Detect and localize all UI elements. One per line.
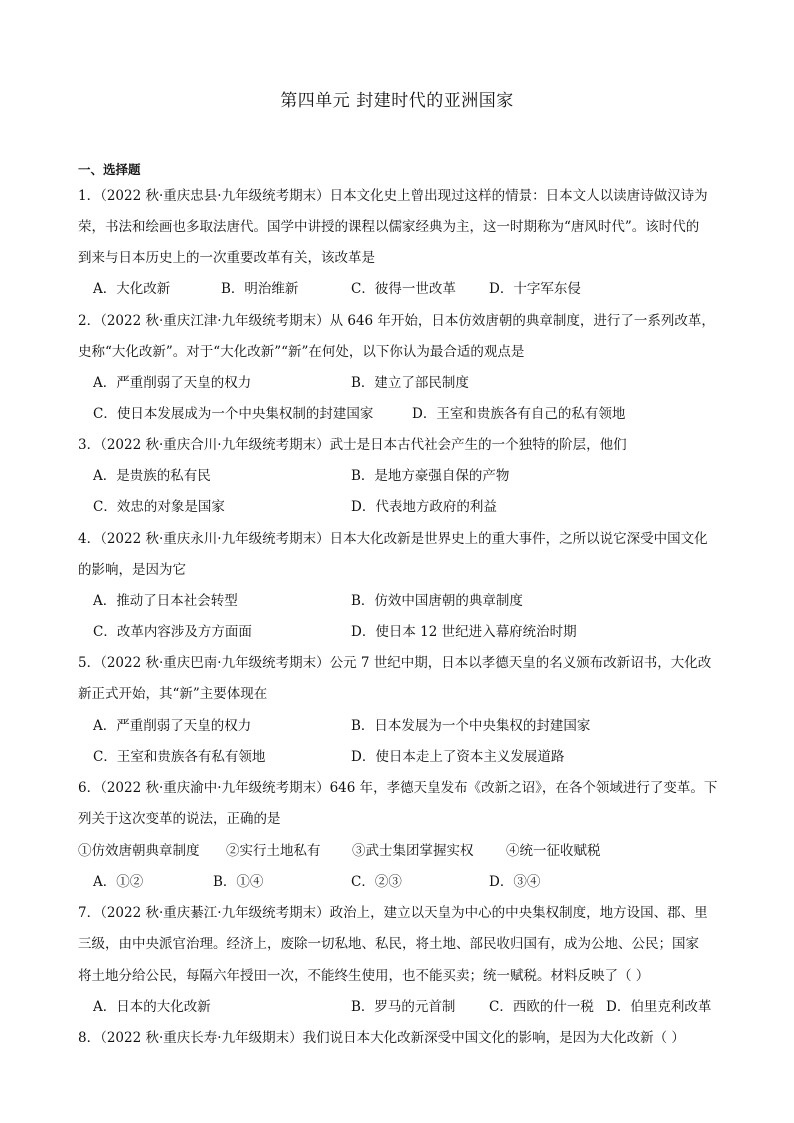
question-4-option-c: C．改革内容涉及方方面面 <box>93 624 252 640</box>
question-1-line-2: 荣，书法和绘画也多取法唐代。国学中讲授的课程以儒家经典为主，这一时期称为“唐风时代”。该时代的 <box>78 219 700 235</box>
question-1-option-c: C．彼得一世改革 <box>351 281 456 297</box>
question-6-item-2: ②实行土地私有 <box>226 843 321 859</box>
question-6-option-c: C．②③ <box>351 874 402 890</box>
question-7-line-2: 三级，由中央派官治理。经济上，废除一切私地、私民，将土地、部民收归国有，成为公地、公民；国家 <box>78 936 699 952</box>
question-6-option-a: A．①② <box>93 874 144 890</box>
question-6-item-1: ①仿效唐朝典章制度 <box>78 843 200 859</box>
page-title: 第四单元 封建时代的亚洲国家 <box>280 91 514 111</box>
question-5-line-2: 新正式开始，其“新”主要体现在 <box>78 686 268 702</box>
question-3-line-1: 3．（2022 秋·重庆合川·九年级统考期末）武士是日本古代社会产生的一个独特的阶层，他们 <box>78 437 627 453</box>
question-4-option-d: D．使日本 12 世纪进入幕府统治时期 <box>351 624 577 640</box>
question-1-option-a: A．大化改新 <box>93 281 171 297</box>
question-2-option-d: D．王室和贵族各有自己的私有领地 <box>412 406 626 422</box>
question-7-option-b: B．罗马的元首制 <box>351 999 456 1015</box>
question-2-option-b: B．建立了部民制度 <box>351 375 469 391</box>
question-5-option-a: A．严重削弱了天皇的权力 <box>93 718 252 734</box>
question-3-option-a: A．是贵族的私有民 <box>93 468 211 484</box>
question-3-option-d: D．代表地方政府的利益 <box>351 499 497 515</box>
question-3-option-b: B．是地方豪强自保的产物 <box>351 468 510 484</box>
question-6-option-b: B．①④ <box>213 874 264 890</box>
question-7-option-a: A．日本的大化改新 <box>93 999 211 1015</box>
question-7-line-3: 将土地分给公民，每隔六年授田一次，不能终生使用，也不能买卖；统一赋税。材料反映了（ ） <box>78 968 650 984</box>
question-6-line-2: 列关于这次变革的说法，正确的是 <box>78 811 281 827</box>
question-4-line-2: 的影响，是因为它 <box>78 562 186 578</box>
question-6-item-3: ③武士集团掌握实权 <box>352 843 474 859</box>
question-3-option-c: C．效忠的对象是国家 <box>93 499 225 515</box>
question-5-line-1: 5．（2022 秋·重庆巴南·九年级统考期末）公元 7 世纪中期，日本以孝德天皇的名义颁布改新诏书，大化改 <box>78 655 712 671</box>
question-2-option-c: C．使日本发展成为一个中央集权制的封建国家 <box>93 406 374 422</box>
question-1-line-1: 1．（2022 秋·重庆忠县·九年级统考期末）日本文化史上曾出现过这样的情景：日本文人以读唐诗做汉诗为 <box>78 188 708 204</box>
question-5-option-d: D．使日本走上了资本主义发展道路 <box>351 749 565 765</box>
question-1-line-3: 到来与日本历史上的一次重要改革有关，该改革是 <box>78 250 375 266</box>
question-1-option-b: B．明治维新 <box>221 281 299 297</box>
question-7-line-1: 7．（2022 秋·重庆綦江·九年级统考期末）政治上，建立以天皇为中心的中央集权制度，地方设国、郡、里 <box>78 905 708 921</box>
question-2-option-a: A．严重削弱了天皇的权力 <box>93 375 252 391</box>
question-4-option-a: A．推动了日本社会转型 <box>93 593 238 609</box>
section-heading: 一、选择题 <box>78 162 141 177</box>
question-1-option-d: D．十字军东侵 <box>489 281 581 297</box>
question-4-line-1: 4．（2022 秋·重庆永川·九年级统考期末）日本大化改新是世界史上的重大事件，之所以说它深受中国文化 <box>78 531 708 547</box>
question-6-line-1: 6．（2022 秋·重庆渝中·九年级统考期末）646 年，孝德天皇发布《改新之诏》，在各个领域进行了变革。下 <box>78 780 718 796</box>
question-8-line-1: 8．（2022 秋·重庆长寿·九年级期末）我们说日本大化改新深受中国文化的影响，是因为大化改新（ ） <box>78 1030 685 1046</box>
question-2-line-1: 2．（2022 秋·重庆江津·九年级统考期末）从 646 年开始，日本仿效唐朝的典章制度，进行了一系列改革， <box>78 313 715 329</box>
question-4-option-b: B．仿效中国唐朝的典章制度 <box>351 593 523 609</box>
question-6-option-d: D．③④ <box>489 874 541 890</box>
question-7-option-d: D．伯里克利改革 <box>606 999 712 1015</box>
question-5-option-c: C．王室和贵族各有私有领地 <box>93 749 266 765</box>
question-2-line-2: 史称“大化改新”。对于“大化改新”“新”在何处，以下你认为最合适的观点是 <box>78 344 525 360</box>
question-5-option-b: B．日本发展为一个中央集权的封建国家 <box>351 718 591 734</box>
question-6-item-4: ④统一征收赋税 <box>506 843 601 859</box>
question-7-option-c: C．西欧的什一税 <box>489 999 594 1015</box>
